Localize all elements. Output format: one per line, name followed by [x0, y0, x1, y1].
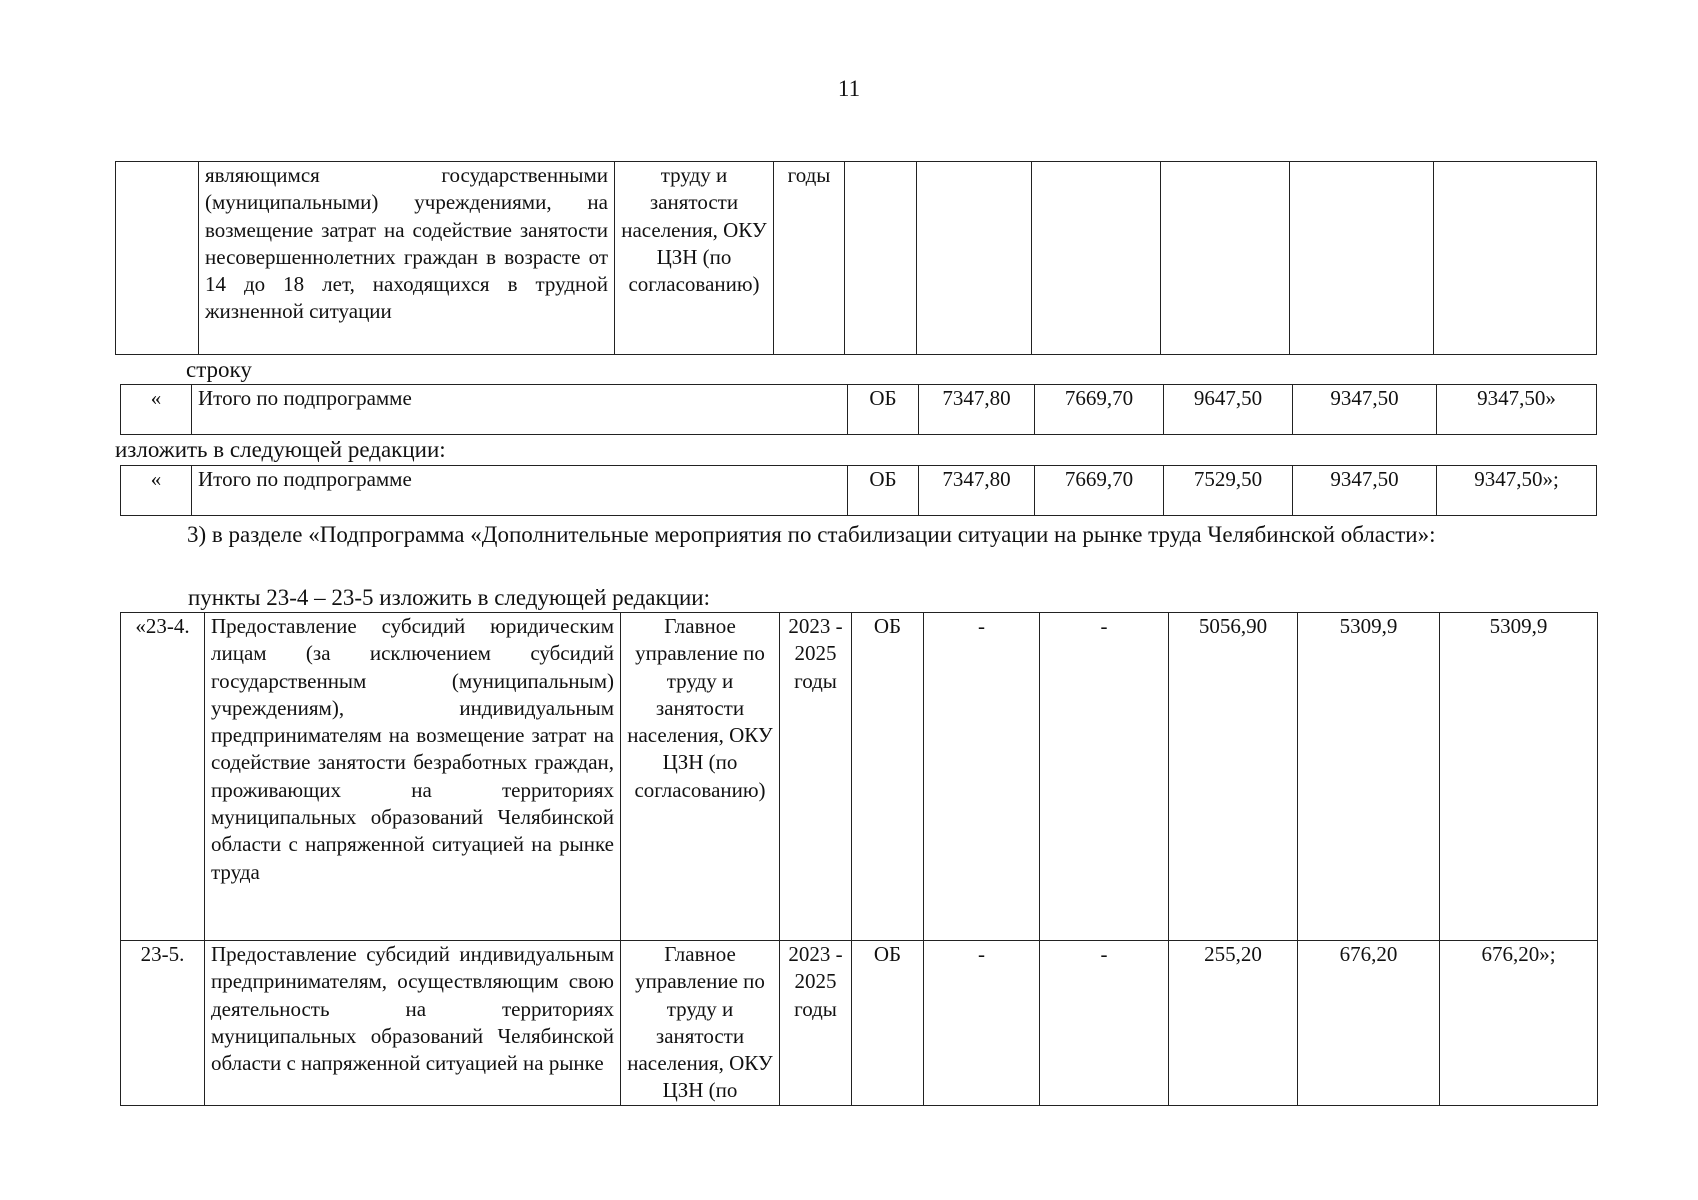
cell-exec: Главное управление по труду и занятости населения, ОКУ ЦЗН (по согласованию) — [621, 613, 780, 941]
cell-v5: 5309,9 — [1440, 613, 1598, 941]
text-stroku: строку — [186, 357, 252, 382]
cell-name: Предоставление субсидий юридическим лицам (за исключением субсидий государственным (муниципальным) учреждениям), индивидуальным предпринимателям на возмещение затрат на содействие занятости безработных граждан, проживающих на территориях муниципальных образований Челябинской области с напряженной ситуацией на рынке труда — [205, 613, 621, 941]
cell-v2: - — [1040, 941, 1169, 1106]
cell-v3: 7529,50 — [1164, 466, 1293, 516]
cell-quote: « — [121, 385, 192, 435]
cell-v5: 9347,50» — [1437, 385, 1597, 435]
cell-v1: 7347,80 — [919, 385, 1035, 435]
page-number: 11 — [837, 76, 861, 101]
cell-source: ОБ — [852, 613, 924, 941]
cell-num: 23-5. — [121, 941, 205, 1106]
table-continuation — [115, 161, 1597, 355]
cell-v1: - — [924, 941, 1040, 1106]
cell-num — [116, 162, 199, 355]
cell-name: Предоставление субсидий индивидуальным предпринимателям, осуществляющим свою деятельность на территориях муниципальных образований Челябинской области с напряженной ситуацией на рынке — [205, 941, 621, 1106]
cell-v2: - — [1040, 613, 1169, 941]
cell-source: ОБ — [848, 466, 919, 516]
cell-years: 2023 - 2025 годы — [780, 613, 852, 941]
cell-v5: 9347,50»; — [1437, 466, 1597, 516]
cell-v2: 7669,70 — [1035, 466, 1164, 516]
cell-v3: 5056,90 — [1169, 613, 1298, 941]
cell-v4: 676,20 — [1298, 941, 1440, 1106]
cell-source — [845, 162, 917, 355]
cell-v1 — [917, 162, 1032, 355]
cell-label: Итого по подпрограмме — [192, 385, 848, 435]
cell-years: годы — [774, 162, 845, 355]
cell-v4: 9347,50 — [1293, 385, 1437, 435]
cell-v4 — [1290, 162, 1434, 355]
table-row — [121, 613, 1598, 941]
table-punkty — [120, 612, 1598, 1106]
cell-source: ОБ — [848, 385, 919, 435]
cell-v1: 7347,80 — [919, 466, 1035, 516]
cell-v2: 7669,70 — [1035, 385, 1164, 435]
cell-quote: « — [121, 466, 192, 516]
cell-v3: 255,20 — [1169, 941, 1298, 1106]
table-total-new — [120, 465, 1597, 516]
cell-years: 2023 - 2025 годы — [780, 941, 852, 1106]
paragraph-section-3: 3) в разделе «Подпрограмма «Дополнительные мероприятия по стабилизации ситуации на рынке труда Челябинской области»: — [187, 522, 1436, 547]
table-total-old — [120, 384, 1597, 435]
cell-exec: труду и занятости населения, ОКУ ЦЗН (по согласованию) — [615, 162, 774, 355]
cell-name: являющимся государственными (муниципальными) учреждениями, на возмещение затрат на содействие занятости несовершеннолетних граждан в возрасте от 14 до 18 лет, находящихся в трудной жизненной ситуации — [199, 162, 615, 355]
cell-v4: 5309,9 — [1298, 613, 1440, 941]
cell-v5: 676,20»; — [1440, 941, 1598, 1106]
cell-source: ОБ — [852, 941, 924, 1106]
cell-num: «23-4. — [121, 613, 205, 941]
cell-v4: 9347,50 — [1293, 466, 1437, 516]
cell-exec: Главное управление по труду и занятости населения, ОКУ ЦЗН (по — [621, 941, 780, 1106]
cell-v5 — [1434, 162, 1597, 355]
cell-v3: 9647,50 — [1164, 385, 1293, 435]
cell-v1: - — [924, 613, 1040, 941]
cell-v3 — [1161, 162, 1290, 355]
cell-v2 — [1032, 162, 1161, 355]
text-izlozhit: изложить в следующей редакции: — [115, 437, 446, 462]
paragraph-punkty: пункты 23-4 – 23-5 изложить в следующей редакции: — [188, 585, 710, 610]
cell-label: Итого по подпрограмме — [192, 466, 848, 516]
table-row — [121, 941, 1598, 1106]
